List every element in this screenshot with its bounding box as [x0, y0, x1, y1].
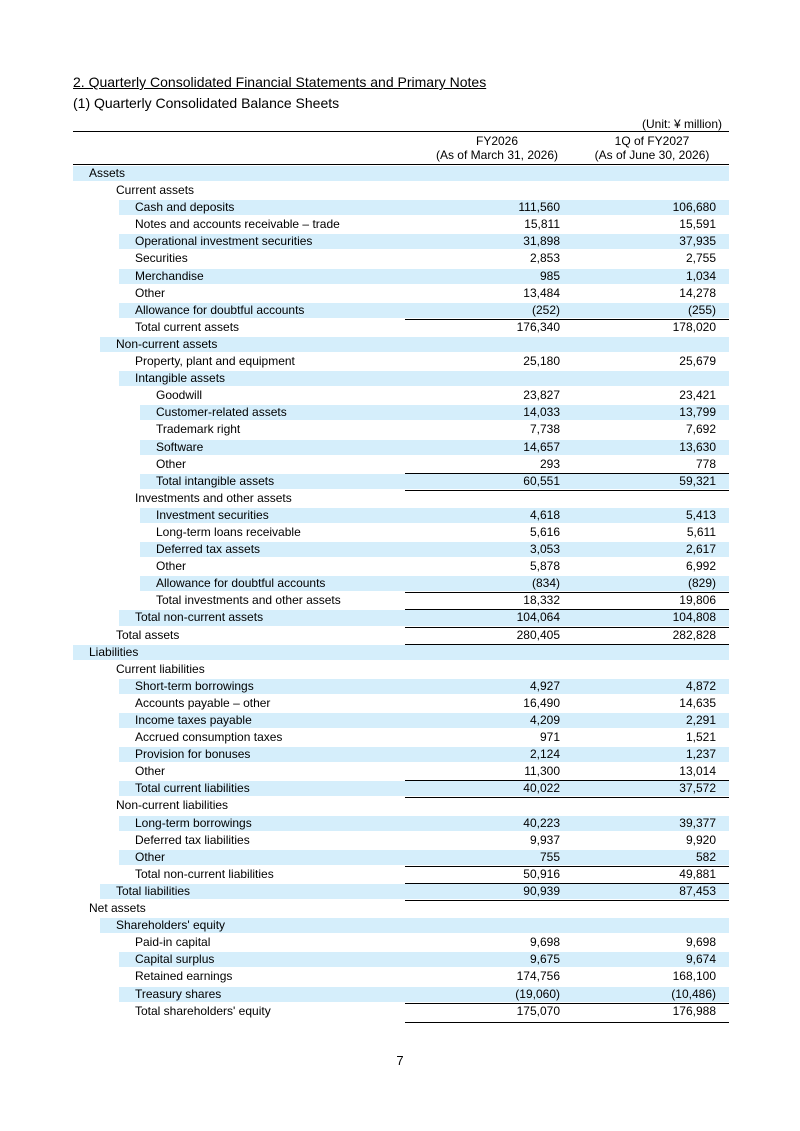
value-fy2026: 111,560: [518, 200, 560, 215]
table-row: [73, 917, 729, 934]
row-label: Total investments and other assets: [156, 593, 341, 608]
value-fy2026: 5,878: [529, 559, 560, 574]
value-fy2026: 31,898: [523, 234, 560, 249]
table-row: [73, 712, 729, 729]
value-fy2026: 755: [539, 849, 560, 864]
value-fy2026: 280,405: [516, 627, 560, 642]
value-1q-fy2027: 13,014: [679, 764, 716, 779]
row-label: Income taxes payable: [135, 713, 252, 727]
table-row: [73, 302, 729, 319]
table-bottom-rule: [405, 1022, 729, 1023]
row-label: Assets: [89, 166, 126, 180]
table-row: [73, 849, 729, 866]
table-row: [73, 695, 729, 712]
row-label: Total non-current liabilities: [135, 866, 274, 881]
row-label: Total current assets: [135, 319, 240, 334]
column-header-line1: FY2026: [475, 134, 519, 148]
value-1q-fy2027: 778: [695, 456, 716, 471]
value-1q-fy2027: 282,828: [672, 627, 716, 642]
value-1q-fy2027: 37,935: [679, 234, 716, 249]
table-row: [73, 609, 729, 626]
table-row: [73, 421, 729, 438]
table-row: [73, 661, 729, 678]
table-row: [73, 968, 729, 985]
value-fy2026: 15,811: [524, 217, 560, 232]
table-row: [73, 746, 729, 763]
table-row: [73, 370, 729, 387]
table-row: [73, 165, 729, 182]
table-row: [73, 456, 729, 473]
row-label: Retained earnings: [135, 969, 233, 984]
column-header-line1: 1Q of FY2027: [614, 134, 690, 148]
value-1q-fy2027: 23,421: [679, 388, 716, 403]
value-1q-fy2027: 6,992: [685, 559, 716, 574]
value-fy2026: 985: [539, 268, 560, 283]
balance-sheet-title: (1) Quarterly Consolidated Balance Sheets: [73, 95, 340, 111]
value-1q-fy2027: (829): [687, 576, 716, 591]
row-label: Capital surplus: [135, 952, 215, 967]
value-1q-fy2027: 1,521: [685, 730, 716, 745]
value-1q-fy2027: 106,680: [672, 200, 716, 215]
table-row: [73, 387, 729, 404]
value-fy2026: 971: [539, 730, 560, 745]
row-label: Property, plant and equipment: [135, 354, 295, 369]
value-1q-fy2027: 9,674: [685, 952, 716, 967]
table-row: [73, 285, 729, 302]
column-header-line2: (As of June 30, 2026): [594, 148, 710, 162]
table-row: [73, 199, 729, 216]
row-label: Short-term borrowings: [135, 678, 254, 693]
table-row: [73, 951, 729, 968]
value-1q-fy2027: 15,591: [679, 217, 716, 232]
value-fy2026: 3,053: [529, 542, 560, 557]
table-row: [73, 1003, 729, 1020]
value-1q-fy2027: 5,413: [685, 507, 716, 522]
row-label: Notes and accounts receivable – trade: [135, 217, 340, 232]
value-fy2026: 7,738: [529, 422, 560, 437]
row-label: Merchandise: [135, 268, 204, 283]
row-label: Operational investment securities: [135, 234, 313, 249]
table-row: [73, 336, 729, 353]
value-1q-fy2027: 37,572: [679, 781, 716, 796]
row-label: Total current liabilities: [135, 781, 250, 796]
value-fy2026: 25,180: [523, 354, 560, 369]
table-row: [73, 216, 729, 233]
value-1q-fy2027: 87,453: [679, 883, 716, 898]
value-1q-fy2027: 1,237: [685, 747, 716, 762]
value-1q-fy2027: 7,692: [685, 422, 716, 437]
row-label: Investment securities: [156, 507, 269, 522]
row-label: Other: [135, 285, 166, 300]
table-row: [73, 644, 729, 661]
value-fy2026: 23,827: [523, 388, 560, 403]
row-label: Net assets: [89, 901, 146, 916]
table-row: [73, 780, 729, 797]
row-label: Allowance for doubtful accounts: [156, 576, 326, 591]
row-label: Shareholders' equity: [116, 918, 226, 933]
value-fy2026: 60,551: [523, 473, 560, 488]
row-label: Other: [135, 849, 166, 864]
row-highlight: [140, 440, 729, 455]
value-1q-fy2027: 13,630: [679, 439, 716, 454]
value-1q-fy2027: 2,617: [685, 542, 716, 557]
value-fy2026: 16,490: [523, 695, 560, 710]
row-highlight: [119, 269, 729, 284]
value-fy2026: 50,916: [523, 866, 560, 881]
value-fy2026: (834): [531, 576, 560, 591]
value-fy2026: 2,853: [529, 251, 560, 266]
value-1q-fy2027: 1,034: [685, 268, 716, 283]
value-1q-fy2027: 104,808: [672, 610, 716, 625]
table-row: [73, 832, 729, 849]
row-label: Securities: [135, 251, 188, 266]
value-1q-fy2027: 582: [695, 849, 716, 864]
value-fy2026: 2,124: [529, 747, 560, 762]
row-label: Cash and deposits: [135, 200, 235, 215]
value-fy2026: 90,939: [523, 883, 560, 898]
table-row: [73, 883, 729, 900]
row-label: Accrued consumption taxes: [135, 730, 283, 745]
row-label: Other: [156, 559, 187, 574]
value-fy2026: 4,927: [529, 678, 560, 693]
column-header-line2: (As of March 31, 2026): [435, 148, 559, 162]
value-fy2026: 104,064: [516, 610, 560, 625]
row-label: Non-current assets: [116, 336, 218, 351]
value-fy2026: (19,060): [515, 986, 560, 1001]
row-label: Long-term loans receivable: [156, 524, 301, 539]
table-row: [73, 507, 729, 524]
value-1q-fy2027: 2,755: [685, 251, 716, 266]
value-1q-fy2027: 2,291: [685, 713, 716, 727]
value-1q-fy2027: 19,806: [679, 593, 716, 608]
row-label: Investments and other assets: [135, 490, 292, 505]
value-1q-fy2027: 176,988: [672, 1003, 716, 1018]
row-label: Provision for bonuses: [135, 747, 251, 762]
row-label: Trademark right: [156, 422, 241, 437]
value-1q-fy2027: 14,635: [679, 695, 716, 710]
table-row: [73, 866, 729, 883]
balance-sheet-table: [73, 165, 729, 1020]
row-label: Other: [135, 764, 166, 779]
row-highlight: [73, 645, 729, 660]
value-1q-fy2027: 9,698: [685, 935, 716, 950]
value-fy2026: 9,675: [529, 952, 560, 967]
value-fy2026: 9,937: [529, 832, 560, 847]
row-label: Liabilities: [89, 644, 139, 659]
row-label: Other: [156, 456, 187, 471]
value-fy2026: 11,300: [524, 764, 560, 779]
row-label: Paid-in capital: [135, 935, 211, 950]
value-1q-fy2027: 25,679: [679, 354, 716, 369]
row-label: Total intangible assets: [156, 473, 275, 488]
row-label: Intangible assets: [135, 371, 226, 386]
table-row: [73, 250, 729, 267]
value-1q-fy2027: 14,278: [679, 285, 716, 300]
table-row: [73, 986, 729, 1003]
table-row: [73, 490, 729, 507]
table-row: [73, 353, 729, 370]
table-row: [73, 797, 729, 814]
table-row: [73, 473, 729, 490]
row-label: Treasury shares: [135, 986, 222, 1001]
table-row: [73, 439, 729, 456]
table-row: [73, 319, 729, 336]
section-title: 2. Quarterly Consolidated Financial Statements and Primary Notes: [73, 74, 487, 90]
row-label: Total liabilities: [116, 883, 191, 898]
row-label: Software: [156, 439, 204, 454]
column-header-fy2026: [412, 134, 582, 162]
value-1q-fy2027: 168,100: [672, 969, 716, 984]
table-row: [73, 404, 729, 421]
value-fy2026: 9,698: [529, 935, 560, 950]
value-fy2026: 4,618: [529, 507, 560, 522]
value-1q-fy2027: 49,881: [679, 866, 716, 881]
row-label: Total non-current assets: [135, 610, 264, 625]
value-1q-fy2027: 178,020: [672, 319, 716, 334]
table-row: [73, 575, 729, 592]
value-fy2026: 13,484: [523, 285, 560, 300]
value-fy2026: 40,022: [523, 781, 560, 796]
value-fy2026: 293: [539, 456, 560, 471]
row-label: Total shareholders' equity: [135, 1003, 271, 1018]
value-fy2026: 40,223: [523, 815, 560, 830]
table-row: [73, 592, 729, 609]
row-label: Accounts payable – other: [135, 695, 271, 710]
table-row: [73, 627, 729, 644]
row-highlight: [119, 850, 729, 865]
table-row: [73, 934, 729, 951]
row-label: Deferred tax liabilities: [135, 832, 250, 847]
table-row: [73, 900, 729, 917]
row-highlight: [100, 884, 729, 899]
row-label: Total assets: [116, 627, 180, 642]
table-row: [73, 558, 729, 575]
table-row: [73, 763, 729, 780]
value-fy2026: (252): [531, 302, 560, 317]
row-label: Allowance for doubtful accounts: [135, 302, 305, 317]
table-top-rule: [73, 131, 729, 132]
row-label: Long-term borrowings: [135, 815, 252, 830]
row-highlight: [73, 166, 729, 181]
value-1q-fy2027: (10,486): [671, 986, 716, 1001]
value-fy2026: 175,070: [516, 1003, 560, 1018]
value-1q-fy2027: 9,920: [685, 832, 716, 847]
table-row: [73, 729, 729, 746]
table-row: [73, 233, 729, 250]
table-row: [73, 524, 729, 541]
row-label: Current liabilities: [116, 661, 205, 676]
column-header-1q-fy2027: [567, 134, 737, 162]
row-label: Deferred tax assets: [156, 542, 261, 557]
value-fy2026: 4,209: [529, 713, 560, 727]
value-fy2026: 14,033: [523, 405, 560, 420]
value-fy2026: 176,340: [516, 319, 560, 334]
value-1q-fy2027: 4,872: [685, 678, 716, 693]
row-label: Current assets: [116, 183, 195, 198]
unit-note: (Unit: ¥ million): [641, 117, 722, 131]
value-fy2026: 18,332: [523, 593, 560, 608]
table-row: [73, 268, 729, 285]
table-row: [73, 815, 729, 832]
value-1q-fy2027: 5,611: [686, 524, 716, 539]
value-1q-fy2027: 59,321: [679, 473, 716, 488]
value-1q-fy2027: (255): [687, 302, 716, 317]
row-label: Goodwill: [156, 388, 203, 403]
value-fy2026: 14,657: [523, 439, 560, 454]
row-label: Non-current liabilities: [116, 798, 229, 813]
table-row: [73, 182, 729, 199]
value-fy2026: 5,616: [529, 524, 560, 539]
table-row: [73, 541, 729, 558]
value-1q-fy2027: 39,377: [679, 815, 716, 830]
page-number: 7: [396, 1053, 404, 1068]
value-1q-fy2027: 13,799: [679, 405, 716, 420]
value-fy2026: 174,756: [516, 969, 560, 984]
table-row: [73, 678, 729, 695]
row-label: Customer-related assets: [156, 405, 287, 420]
